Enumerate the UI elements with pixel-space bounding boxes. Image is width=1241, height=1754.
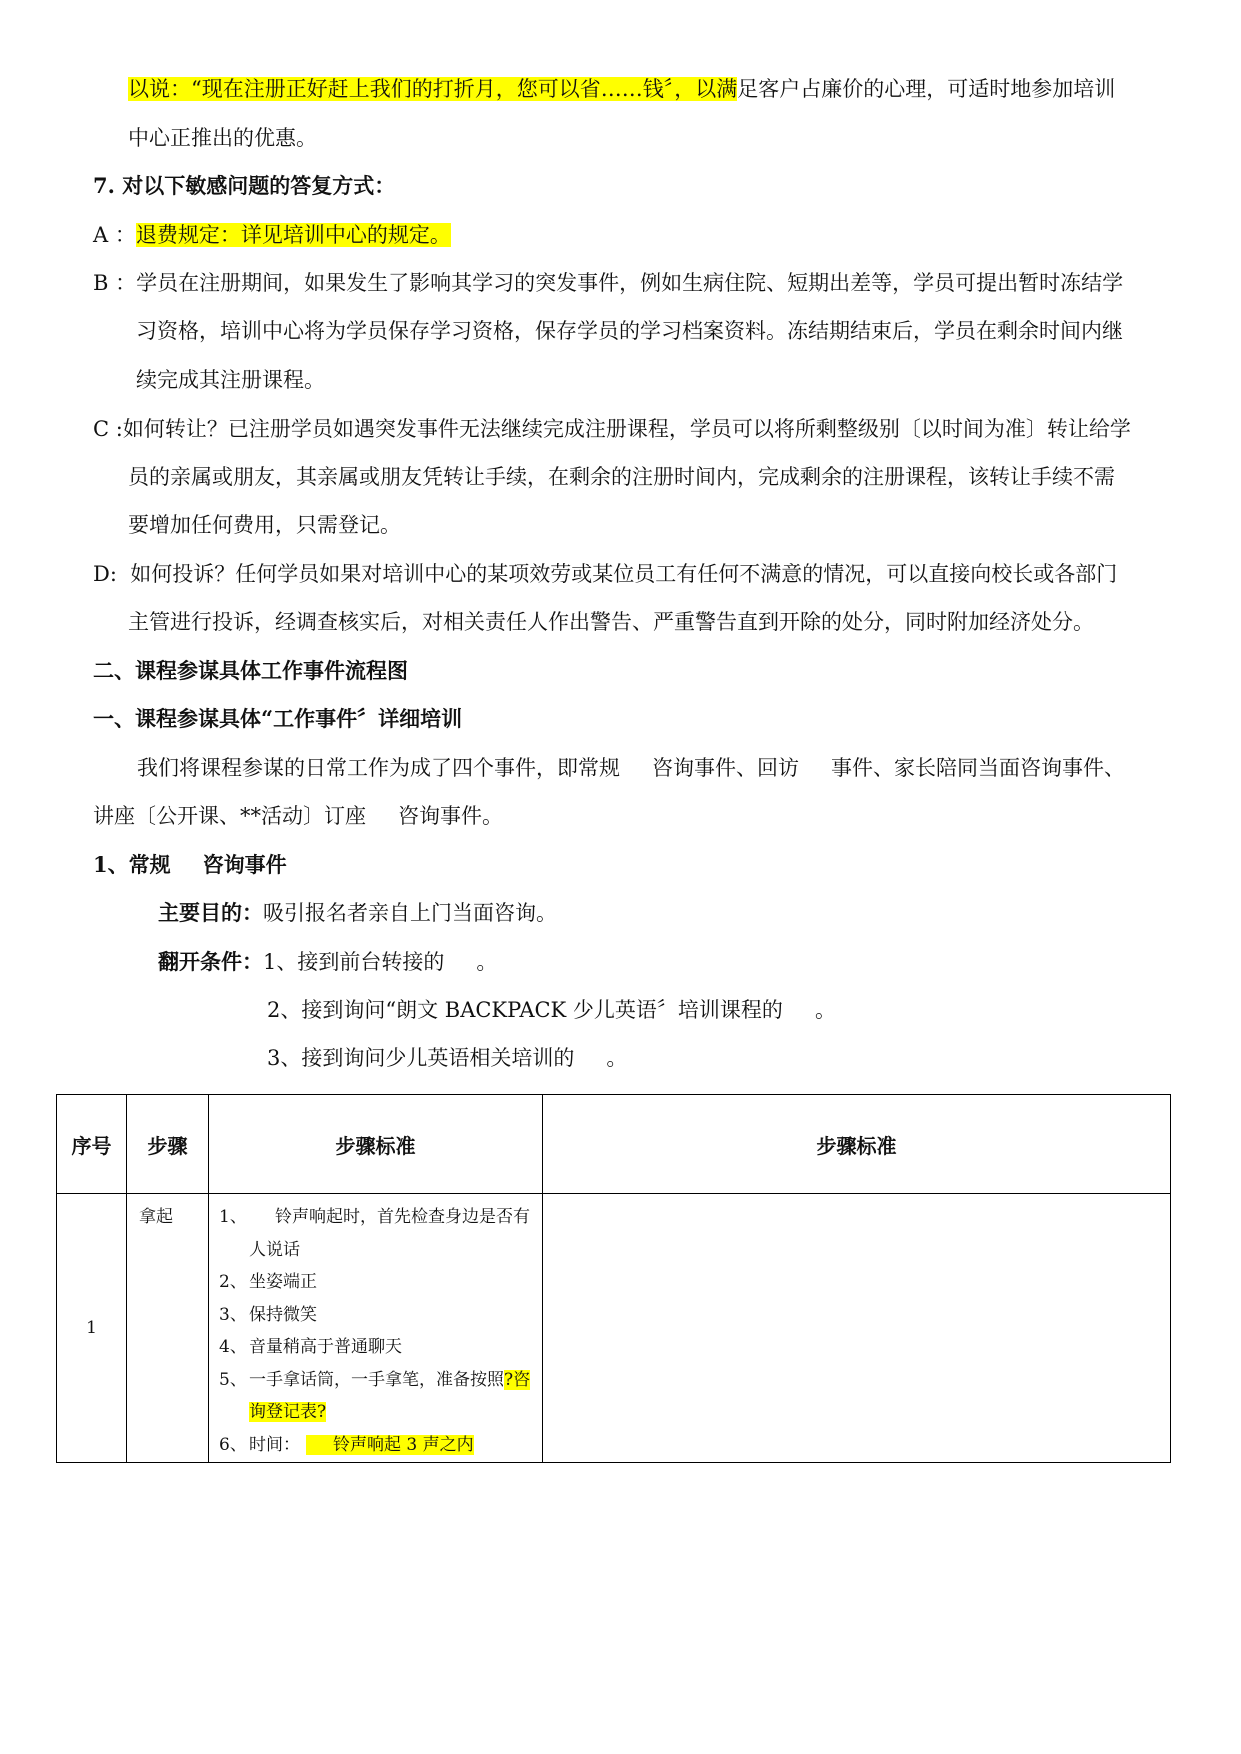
purpose-label: 主要目的：	[158, 900, 263, 925]
list-item: 5、 一手拿话筒，一手拿笔，准备按照?咨询登记表?	[219, 1369, 531, 1422]
event1-title: 1、常规 咨询事件	[93, 852, 287, 877]
paragraph-line-1: 我们将课程参谋的日常工作为成了四个事件，即常规 咨询事件、回访 事件、家长陪同当面咨询事件、	[137, 756, 1125, 780]
standard-list	[209, 1194, 542, 1461]
answer-a-text: 退费规定：详见培训中心的规定。	[135, 223, 451, 247]
purpose-line	[158, 898, 557, 928]
table-header-row	[57, 1095, 1171, 1194]
list-item: 1、 铃声响起时，首先检查身边是否有人说话	[219, 1207, 530, 1260]
answer-d-line-1: D: 如何投诉？任何学员如果对培训中心的某项效劳或某位员工有任何不满意的情况，可以直接向校长或各部门	[93, 562, 1118, 586]
intro-rest: 足客户占廉价的心理，可适时地参加培训	[737, 77, 1116, 101]
trigger-line-3: 3、接到询问少儿英语相关培训的 。	[267, 1046, 628, 1070]
section7-title: 7. 对以下敏感问题的答复方式：	[93, 173, 396, 198]
heading-flowchart: 二、课程参谋具体工作事件流程图	[93, 658, 408, 683]
answer-b-line-2: 习资格，培训中心将为学员保存学习资格，保存学员的学习档案资料。冻结期结束后，学员在剩余时间内继	[136, 319, 1123, 343]
paragraph-line-2: 讲座〔公开课、**活动〕订座 咨询事件。	[93, 804, 503, 828]
steps-table	[56, 1094, 1171, 1463]
intro-line-1	[128, 74, 1115, 104]
answer-b-line-3: 续完成其注册课程。	[136, 368, 325, 392]
row-standard-2	[543, 1194, 1171, 1463]
header-standard-2: 步骤标准	[543, 1095, 1171, 1194]
header-number: 序号	[57, 1095, 127, 1194]
intro-line-2: 中心正推出的优惠。	[128, 126, 317, 150]
row-standard	[209, 1194, 543, 1463]
answer-d-line-2: 主管进行投诉，经调查核实后，对相关责任人作出警告、严重警告直到开除的处分，同时附加经济处分。	[128, 610, 1094, 634]
answer-b-label: B ：	[93, 271, 137, 295]
header-standard: 步骤标准	[209, 1095, 543, 1194]
registration-form-highlight: ?咨询登记表?	[249, 1369, 531, 1422]
answer-a	[93, 220, 451, 250]
table-row	[57, 1194, 1171, 1463]
purpose-text: 吸引报名者亲自上门当面咨询。	[263, 901, 557, 925]
answer-c-label: C :	[93, 417, 123, 441]
answer-c-line-1: C :如何转让？已注册学员如遇突发事件无法继续完成注册课程，学员可以将所剩整级别〔以时间为准〕转让给学	[93, 417, 1131, 441]
list-item: 2、 坐姿端正	[219, 1272, 317, 1292]
list-item: 3、 保持微笑	[219, 1304, 317, 1325]
list-item: 6、 时间： 铃声响起 3 声之内	[219, 1434, 474, 1455]
trigger-line-1: 翻开条件：1、接到前台转接的 。	[158, 949, 498, 974]
heading-training: 一、课程参谋具体“工作事件〞详细培训	[93, 706, 463, 731]
answer-c-line-3: 要增加任何费用，只需登记。	[128, 513, 401, 537]
header-step: 步骤	[127, 1095, 209, 1194]
row-number: 1	[57, 1194, 127, 1463]
answer-b-line-1: B ：学员在注册期间，如果发生了影响其学习的突发事件，例如生病住院、短期出差等，学员可提出暂时冻结学	[93, 271, 1124, 295]
answer-a-label: A ：	[93, 223, 136, 247]
intro-highlight: 以说：“现在注册正好赶上我们的打折月，您可以省……钱〞，以满	[128, 77, 738, 101]
answer-c-line-2: 员的亲属或朋友，其亲属或朋友凭转让手续，在剩余的注册时间内，完成剩余的注册课程，该转让手续不需	[128, 465, 1115, 489]
trigger-line-2: 2、接到询问“朗文 BACKPACK 少儿英语〞培训课程的 。	[267, 998, 836, 1022]
trigger-label: 翻开条件：	[158, 949, 263, 974]
ring-time-highlight: 铃声响起 3 声之内	[306, 1435, 474, 1455]
row-step-name: 拿起	[127, 1194, 209, 1463]
list-item: 4、 音量稍高于普通聊天	[219, 1337, 402, 1357]
answer-d-label: D:	[93, 562, 117, 586]
